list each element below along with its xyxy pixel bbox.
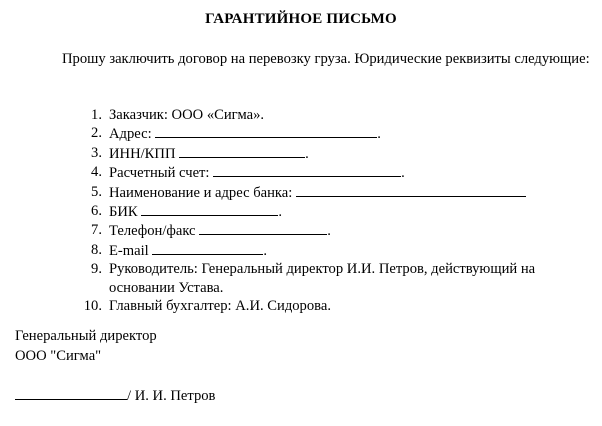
signature-blank-line (15, 386, 127, 400)
list-item-customer (0, 106, 602, 124)
signatory-name: / И. И. Петров (127, 388, 216, 404)
list-number: 3. (91, 144, 102, 161)
list-item-phone (0, 221, 602, 240)
list-text-end: . (401, 165, 405, 182)
list-text: E-mail (109, 242, 153, 259)
address-blank-line (155, 124, 377, 138)
list-text: Адрес: (109, 126, 156, 143)
bank-blank-line (296, 183, 526, 197)
list-text-end: . (305, 145, 309, 162)
list-number: 1. (91, 107, 102, 123)
list-text: Руководитель: Генеральный директор И.И. Петров, действующий на основании Устава. (109, 261, 536, 296)
list-item-bank (0, 183, 602, 202)
list-number: 6. (91, 203, 102, 220)
list-text: Главный бухгалтер: А.И. Сидорова. (109, 298, 331, 315)
list-text: ИНН/КПП (109, 145, 180, 162)
list-item-inn (0, 144, 602, 163)
list-number: 10. (83, 298, 102, 315)
list-text: Заказчик: ООО «Сигма». (109, 107, 265, 123)
signature-block (15, 386, 215, 405)
list-text: Наименование и адрес банка: (109, 184, 296, 201)
intro-paragraph: Прошу заключить договор на перевозку груза. Юридические реквизиты следующие: (62, 51, 590, 67)
list-item-account (0, 163, 602, 182)
account-blank-line (213, 163, 401, 177)
bik-blank-line (141, 202, 278, 216)
list-item-bik (0, 202, 602, 221)
list-item-address (0, 124, 602, 143)
list-number: 4. (91, 164, 102, 181)
list-number: 9. (91, 261, 102, 278)
list-number: 5. (91, 183, 102, 200)
page-title: ГАРАНТИЙНОЕ ПИСЬМО (205, 11, 397, 27)
email-blank-line (152, 241, 263, 255)
list-text: БИК (109, 204, 142, 221)
list-text: Расчетный счет: (109, 165, 214, 182)
list-number: 7. (91, 222, 102, 239)
list-text-end: . (327, 223, 331, 240)
list-text: Телефон/факс (109, 223, 200, 240)
inn-blank-line (179, 144, 305, 158)
requisites-list (0, 106, 602, 315)
list-text-end: . (263, 242, 268, 259)
list-item-accountant (0, 297, 602, 315)
list-number: 8. (91, 241, 102, 258)
list-text-end: . (377, 126, 381, 143)
list-item-email (0, 241, 602, 260)
list-number: 2. (91, 125, 102, 142)
list-item-director (0, 260, 602, 297)
signatory-company: ООО "Сигма" (15, 348, 102, 364)
signatory-position: Генеральный директор (15, 328, 157, 344)
list-text-end: . (278, 204, 282, 221)
phone-blank-line (199, 221, 327, 235)
